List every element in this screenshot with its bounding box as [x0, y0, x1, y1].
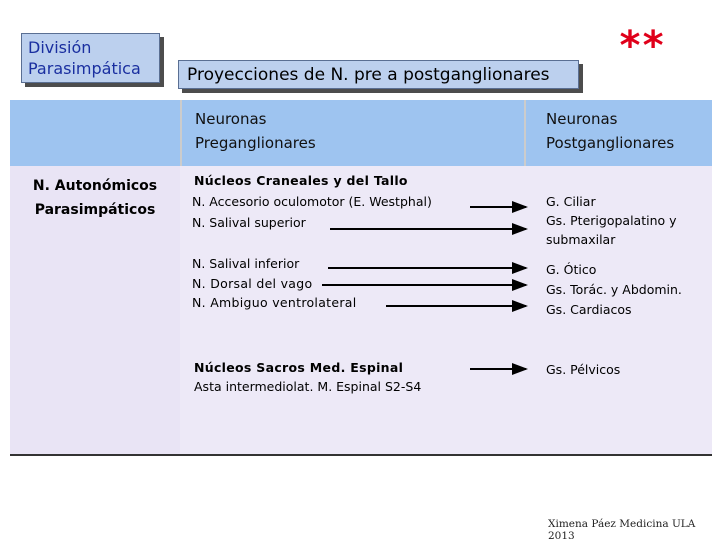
- sacral-subheading: Asta intermediolat. M. Espinal S2-S4: [194, 379, 422, 394]
- group1-pre-1: N. Accesorio oculomotor (E. Westphal): [192, 194, 432, 209]
- group2-pre-2: N. Dorsal del vago: [192, 276, 313, 291]
- group1-post: G. Ciliar Gs. Pterigopalatino y submaxilar: [546, 194, 677, 247]
- group2-post: G. Ótico Gs. Torác. y Abdomin. Gs. Cardiacos: [546, 262, 682, 317]
- sacral-heading: Núcleos Sacros Med. Espinal: [194, 360, 404, 375]
- division-line2: Parasimpática: [28, 59, 141, 78]
- importance-marker: **: [618, 23, 665, 69]
- group1-pre-2: N. Salival superior: [192, 215, 306, 230]
- header-postganglionic: Neuronas Postganglionares: [546, 110, 675, 152]
- group2-pre-1: N. Salival inferior: [192, 256, 300, 271]
- header-preganglionic: Neuronas Preganglionares: [195, 110, 316, 152]
- cranial-heading: Núcleos Craneales y del Tallo: [194, 173, 408, 188]
- group2-pre-3: N. Ambiguo ventrolateral: [192, 295, 357, 310]
- division-line1: División: [28, 38, 92, 57]
- author-credit: Ximena Páez Medicina ULA 2013: [548, 518, 696, 542]
- projection-title: Proyecciones de N. pre a postganglionares: [178, 60, 579, 89]
- left-row-label: N. Autonómicos Parasimpáticos: [32, 178, 158, 218]
- sacral-post: Gs. Pélvicos: [546, 362, 621, 377]
